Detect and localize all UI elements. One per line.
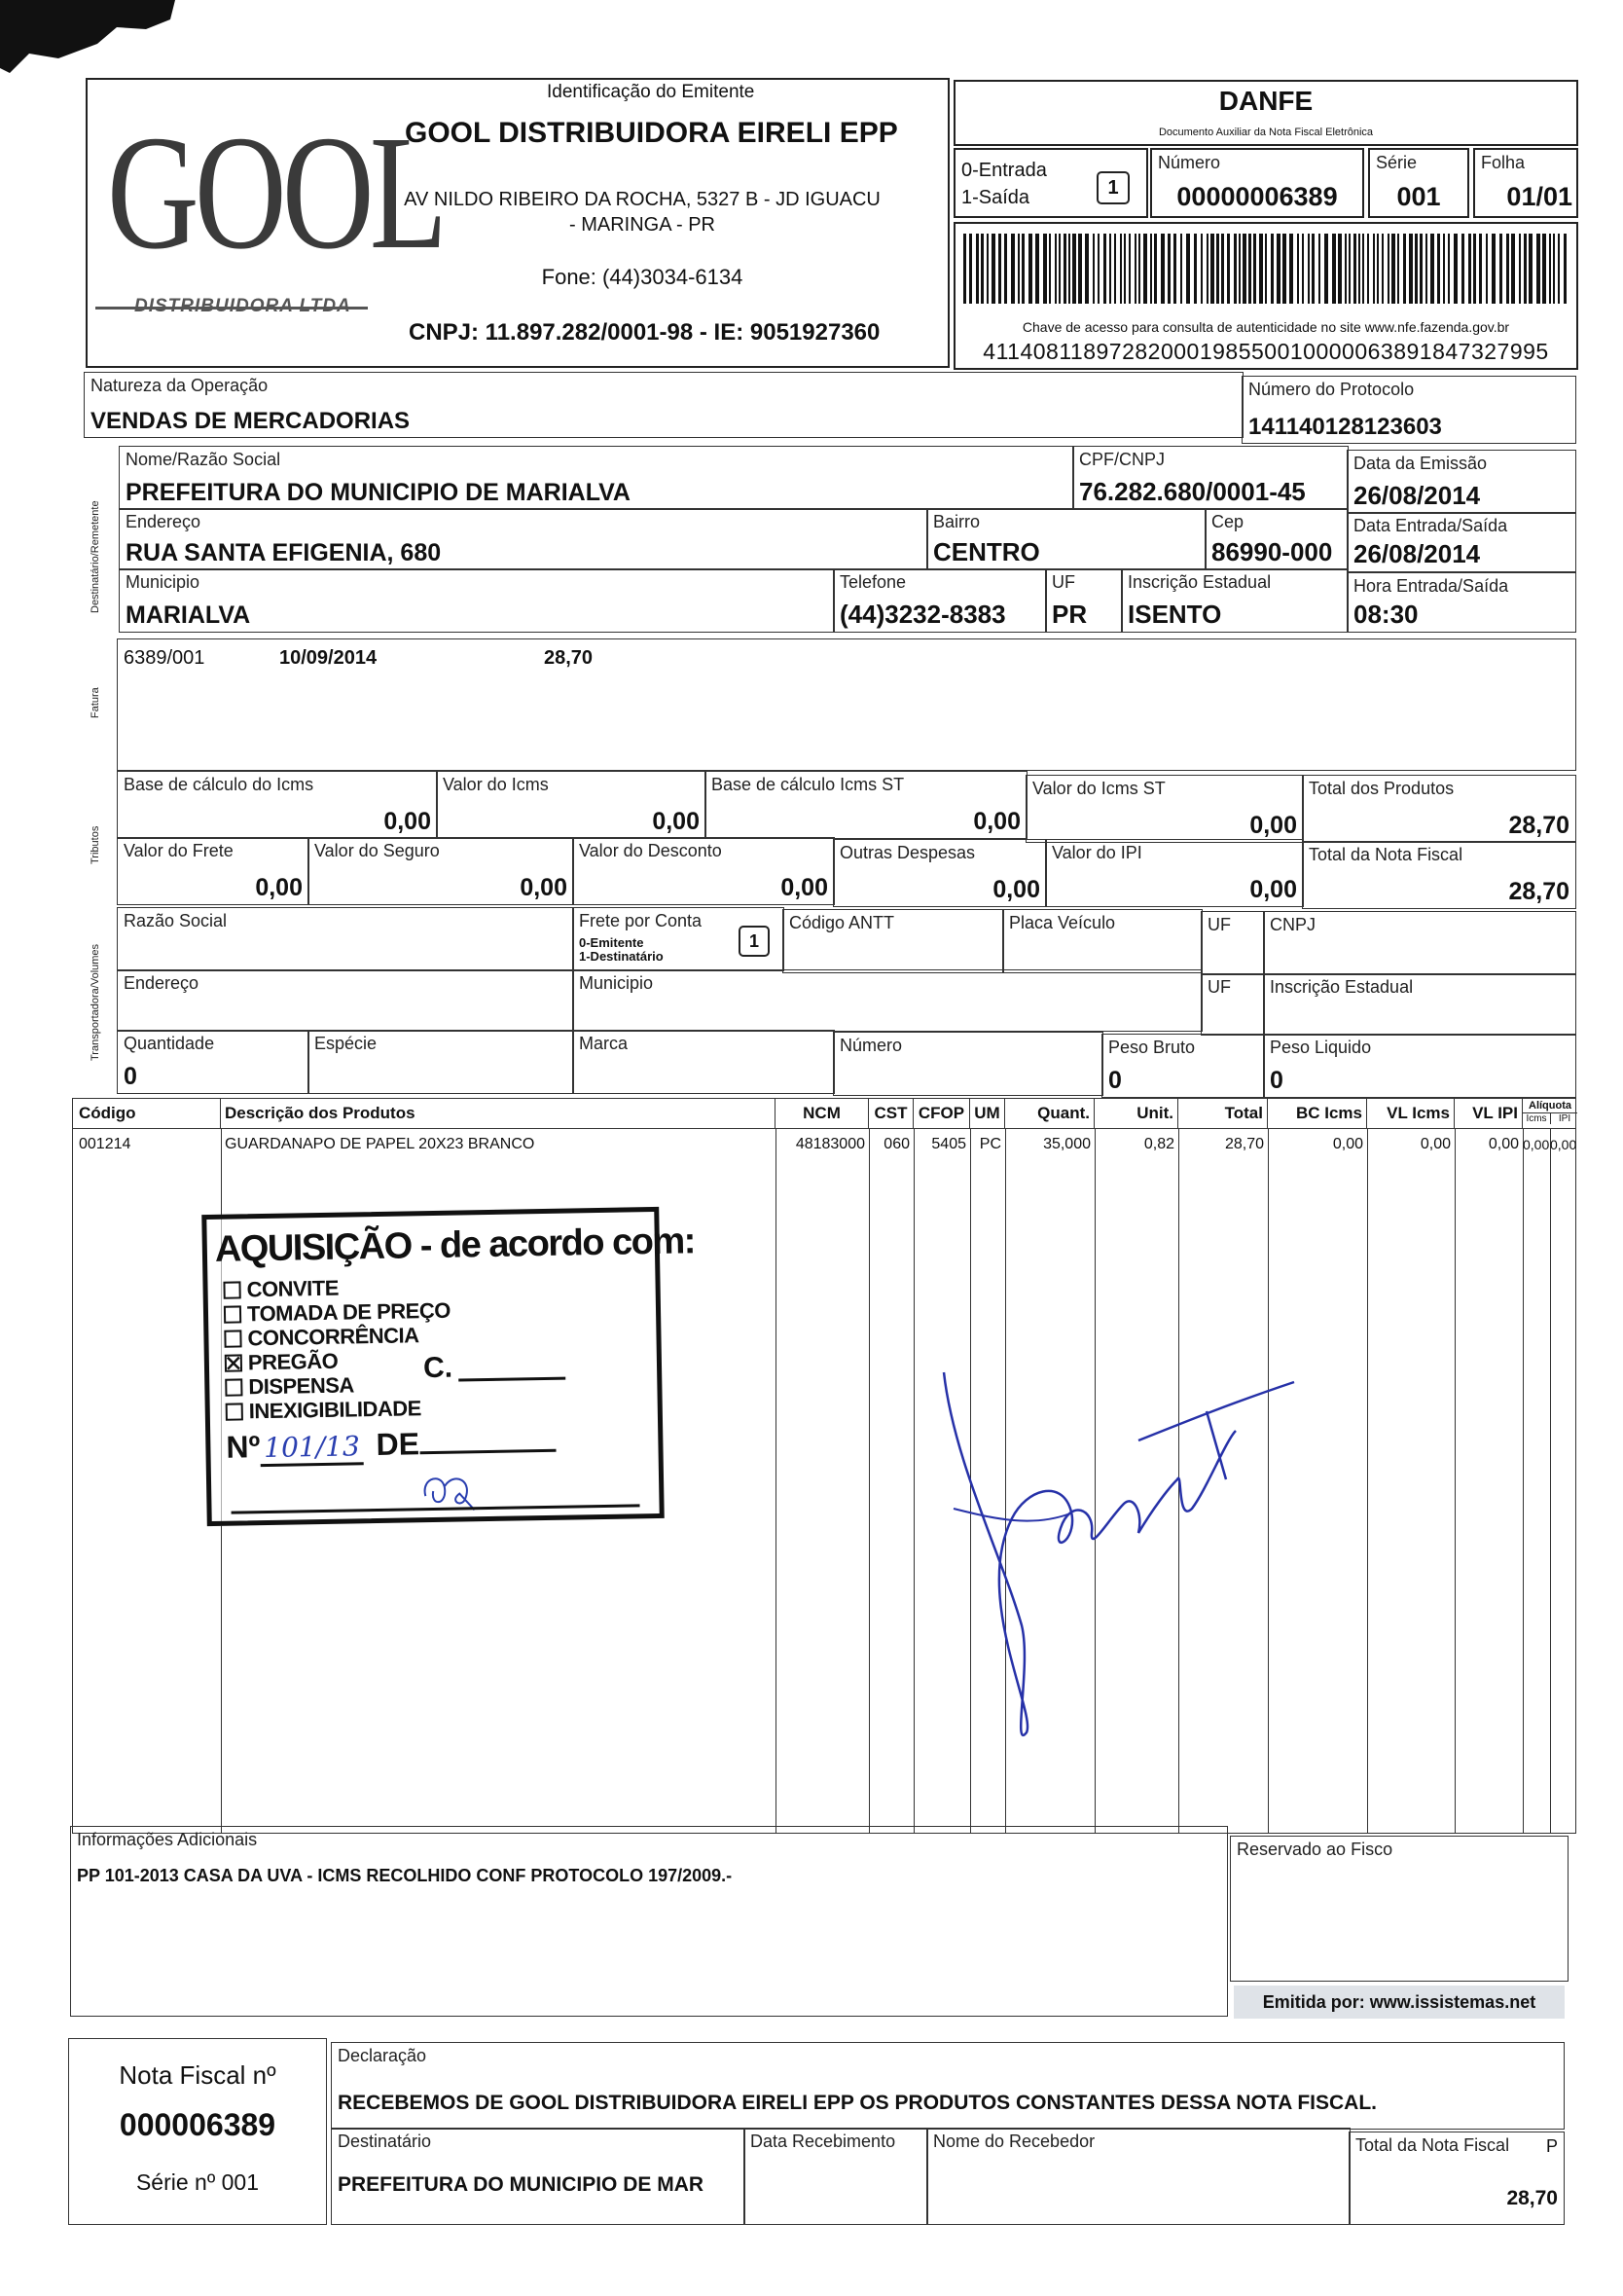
frete-opt0: 0-Emitente <box>579 935 644 950</box>
placa-label: Placa Veículo <box>1009 913 1116 932</box>
acquisition-stamp <box>201 1207 696 1526</box>
valor-st-box <box>1026 775 1304 843</box>
stamp-number-row <box>226 1424 556 1466</box>
info-text: PP 101-2013 CASA DA UVA - ICMS RECOLHIDO CONF PROTOCOLO 197/2009.- <box>77 1866 733 1885</box>
valor-icms-box <box>436 771 706 839</box>
type-value-box: 1 <box>1097 171 1130 204</box>
fatura-date: 10/09/2014 <box>279 647 378 669</box>
receipt-nf-label: Nota Fiscal nº <box>119 2060 276 2090</box>
company-phone: Fone: (44)3034-6134 <box>541 265 743 289</box>
row-ncm: 48183000 <box>795 1136 865 1152</box>
receipt-destinatario-box <box>331 2128 745 2225</box>
stamp-number-handwritten: 101/13 <box>260 1430 364 1467</box>
row-cfop: 5405 <box>931 1136 966 1152</box>
company-name: GOOL DISTRIBUIDORA EIRELI EPP <box>405 117 898 149</box>
antt-box <box>782 909 1004 973</box>
numero-label: Número <box>1158 153 1221 172</box>
col-um-header: UM <box>970 1099 1005 1128</box>
total-nota-label: Total da Nota Fiscal <box>1309 845 1463 864</box>
ipi-label: Valor do IPI <box>1052 843 1142 862</box>
transp-uf2-label: UF <box>1208 977 1231 997</box>
total-produtos-box <box>1302 775 1576 843</box>
data-recebimento-label: Data Recebimento <box>750 2132 896 2151</box>
natureza-label: Natureza da Operação <box>90 376 269 395</box>
danfe-title-box <box>954 80 1578 146</box>
endereco-value: RUA SANTA EFIGENIA, 680 <box>126 539 442 566</box>
row-unit: 0,82 <box>1143 1136 1174 1152</box>
transp-municipio-box <box>572 969 1203 1032</box>
access-key-value: 41140811897282000198550010000063891847327995 <box>983 339 1549 364</box>
frete-conta-label: Frete por Conta <box>579 911 703 930</box>
receipt-total-label: Total da Nota Fiscal <box>1355 2135 1510 2155</box>
peso-bruto-label: Peso Bruto <box>1108 1038 1196 1057</box>
transp-endereco-box <box>117 969 574 1032</box>
company-cnpj: CNPJ: 11.897.282/0001-98 - IE: 9051927360 <box>409 319 881 346</box>
protocolo-label: Número do Protocolo <box>1248 380 1415 399</box>
outras-value: 0,00 <box>992 876 1040 903</box>
declaracao-label: Declaração <box>338 2046 427 2065</box>
entrada-box <box>1347 512 1576 572</box>
endereco-box <box>119 508 928 570</box>
entrada-label: Data Entrada/Saída <box>1353 516 1508 535</box>
natureza-box <box>84 372 1244 438</box>
data-recebimento-box <box>743 2128 928 2225</box>
outras-box <box>833 839 1047 907</box>
aliquota-label: Alíquota <box>1523 1099 1577 1113</box>
entrada-value: 26/08/2014 <box>1353 539 1481 568</box>
ipi-value: 0,00 <box>1249 876 1297 903</box>
entry-exit-box <box>954 148 1148 218</box>
peso-bruto-box <box>1101 1034 1265 1098</box>
ie-box <box>1121 568 1349 633</box>
fatura-box <box>117 638 1576 771</box>
recipient-side-label: Destinatário/Remetente <box>90 500 101 613</box>
total-nota-value: 28,70 <box>1508 878 1569 905</box>
transp-uf2-box <box>1201 973 1265 1036</box>
marca-label: Marca <box>579 1034 629 1053</box>
municipio-value: MARIALVA <box>126 601 251 629</box>
desconto-value: 0,00 <box>780 874 828 901</box>
transp-numero-box <box>833 1032 1103 1096</box>
emitida-por: Emitida por: www.issistemas.net <box>1234 1986 1565 2019</box>
nome-value: PREFEITURA DO MUNICIPIO DE MARIALVA <box>126 479 631 506</box>
quantidade-box <box>117 1030 309 1094</box>
stamp-title: AQUISIÇÃO - de acordo com: <box>214 1221 696 1270</box>
emissao-label: Data da Emissão <box>1353 454 1488 473</box>
info-label: Informações Adicionais <box>77 1830 258 1849</box>
col-bc-icms-header: BC Icms <box>1268 1099 1367 1128</box>
hora-label: Hora Entrada/Saída <box>1353 576 1509 596</box>
cpf-label: CPF/CNPJ <box>1079 450 1166 469</box>
frete-label: Valor do Frete <box>124 841 234 860</box>
quantidade-value: 0 <box>124 1063 137 1090</box>
bairro-label: Bairro <box>933 512 981 531</box>
col-unit-header: Unit. <box>1095 1099 1178 1128</box>
transp-ie-box <box>1263 973 1576 1036</box>
col-cfop-header: CFOP <box>914 1099 970 1128</box>
company-logo <box>95 102 444 352</box>
aliq-icms-header: Icms <box>1526 1113 1547 1124</box>
stamp-option-4: DISPENSA <box>225 1371 451 1400</box>
table-row <box>73 1130 1575 1159</box>
stamp-option-2: CONCORRÊNCIA <box>224 1323 451 1351</box>
reservado-box <box>1230 1836 1569 1982</box>
emissao-box <box>1347 450 1576 514</box>
logo-text: GOOL <box>107 102 444 283</box>
serie-value: 001 <box>1396 182 1441 211</box>
protocolo-value: 141140128123603 <box>1248 414 1442 440</box>
col-total-header: Total <box>1178 1099 1268 1128</box>
uf-value: PR <box>1052 600 1088 629</box>
especie-label: Espécie <box>314 1034 378 1053</box>
hora-box <box>1347 572 1576 633</box>
bairro-value: CENTRO <box>933 537 1040 566</box>
frete-value-box: 1 <box>739 926 770 957</box>
transp-razao-label: Razão Social <box>124 911 228 930</box>
receipt-declaracao-box <box>331 2042 1565 2130</box>
transp-uf-label: UF <box>1208 915 1231 934</box>
total-produtos-value: 28,70 <box>1508 812 1569 839</box>
frete-value: 0,00 <box>255 874 303 901</box>
placa-box <box>1002 909 1203 973</box>
stamp-option-5: INEXIGIBILIDADE <box>226 1396 452 1424</box>
nome-box <box>119 446 1074 510</box>
receipt-destinatario-label: Destinatário <box>338 2132 432 2151</box>
seguro-box <box>307 837 574 905</box>
row-total: 28,70 <box>1224 1136 1264 1152</box>
stamp-c-label: C. <box>422 1351 453 1385</box>
antt-label: Código ANTT <box>789 913 895 932</box>
reservado-label: Reservado ao Fisco <box>1237 1840 1393 1859</box>
serie-box <box>1368 148 1469 218</box>
valor-st-value: 0,00 <box>1249 812 1297 839</box>
row-um: PC <box>979 1136 1001 1152</box>
municipio-box <box>119 568 835 633</box>
barcode <box>963 234 1569 304</box>
transp-municipio-label: Municipio <box>579 973 654 993</box>
cpf-value: 76.282.680/0001-45 <box>1079 477 1306 506</box>
handwritten-signature <box>915 1343 1304 1752</box>
info-box <box>70 1826 1228 2017</box>
valor-st-label: Valor do Icms ST <box>1032 779 1166 798</box>
col-ncm-header: NCM <box>775 1099 869 1128</box>
total-nota-box <box>1302 841 1576 909</box>
valor-icms-value: 0,00 <box>652 808 700 835</box>
nome-recebedor-box <box>926 2128 1351 2225</box>
row-vl-ipi: 0,00 <box>1488 1136 1519 1152</box>
folha-label: Folha <box>1481 153 1526 172</box>
base-st-value: 0,00 <box>973 808 1021 835</box>
numero-value: 00000006389 <box>1176 182 1338 211</box>
row-cst: 060 <box>884 1136 910 1152</box>
emissao-value: 26/08/2014 <box>1353 481 1481 510</box>
endereco-label: Endereço <box>126 512 201 531</box>
transp-cnpj-label: CNPJ <box>1270 915 1316 934</box>
peso-bruto-value: 0 <box>1108 1067 1122 1094</box>
peso-liquido-label: Peso Liquido <box>1270 1038 1372 1057</box>
col-vl-icms-header: VL Icms <box>1367 1099 1455 1128</box>
row-descricao: GUARDANAPO DE PAPEL 20X23 BRANCO <box>225 1136 535 1152</box>
company-address-1: AV NILDO RIBEIRO DA ROCHA, 5327 B - JD IGUACU <box>404 189 881 210</box>
transport-side-label: Transportadora/Volumes <box>90 943 101 1061</box>
danfe-subtitle: Documento Auxiliar da Nota Fiscal Eletrônica <box>1158 127 1374 138</box>
col-codigo-header: Código <box>73 1099 221 1128</box>
seguro-label: Valor do Seguro <box>314 841 440 860</box>
valor-icms-label: Valor do Icms <box>443 775 549 794</box>
cpf-box <box>1072 446 1349 510</box>
peso-liquido-box <box>1263 1034 1576 1098</box>
telefone-box <box>833 568 1047 633</box>
receipt-destinatario-value: PREFEITURA DO MUNICIPIO DE MAR <box>338 2173 704 2196</box>
nome-label: Nome/Razão Social <box>126 450 281 469</box>
receipt-nf-value: 000006389 <box>119 2107 276 2142</box>
col-vl-ipi-header: VL IPI <box>1455 1099 1523 1128</box>
transp-ie-label: Inscrição Estadual <box>1270 977 1414 997</box>
ie-label: Inscrição Estadual <box>1128 572 1272 592</box>
folha-value: 01/01 <box>1506 182 1572 211</box>
stamp-option-3: PREGÃO <box>225 1347 451 1375</box>
frete-opt1: 1-Destinatário <box>579 949 664 964</box>
telefone-label: Telefone <box>840 572 907 592</box>
receipt-nf-box <box>68 2038 327 2225</box>
hora-value: 08:30 <box>1353 600 1419 629</box>
protocolo-box <box>1242 376 1576 444</box>
logo-underline <box>95 307 368 310</box>
especie-box <box>307 1030 574 1094</box>
receipt-serie: Série nº 001 <box>135 2169 260 2195</box>
base-icms-value: 0,00 <box>383 808 431 835</box>
transp-numero-label: Número <box>840 1036 903 1055</box>
natureza-value: VENDAS DE MERCADORIAS <box>90 408 411 434</box>
access-key-label: Chave de acesso para consulta de autenticidade no site www.nfe.fazenda.gov.br <box>1022 319 1510 335</box>
receipt-total-extra: P <box>1545 2136 1558 2156</box>
ipi-box <box>1045 839 1304 907</box>
cep-value: 86990-000 <box>1211 537 1333 566</box>
transp-uf-box <box>1201 911 1265 975</box>
exit-label: 1-Saída <box>961 187 1030 208</box>
total-produtos-label: Total dos Produtos <box>1309 779 1455 798</box>
tributos-side-label: Tributos <box>90 825 101 864</box>
uf-label: UF <box>1052 572 1075 592</box>
cep-box <box>1205 508 1349 570</box>
quantidade-label: Quantidade <box>124 1034 215 1053</box>
receipt-total-box <box>1349 2132 1565 2225</box>
row-vl-icms: 0,00 <box>1420 1136 1451 1152</box>
fatura-side-label: Fatura <box>90 687 101 718</box>
numero-box <box>1150 148 1364 218</box>
row-quant: 35,000 <box>1043 1136 1091 1152</box>
desconto-label: Valor do Desconto <box>579 841 722 860</box>
col-cst-header: CST <box>869 1099 914 1128</box>
stamp-option-1: TOMADA DE PREÇO <box>224 1298 451 1327</box>
outras-label: Outras Despesas <box>840 843 976 862</box>
emitter-section-label: Identificação do Emitente <box>547 82 755 102</box>
peso-liquido-value: 0 <box>1270 1067 1283 1094</box>
serie-label: Série <box>1376 153 1418 172</box>
municipio-label: Municipio <box>126 572 200 592</box>
telefone-value: (44)3232-8383 <box>840 600 1006 629</box>
row-bc-icms: 0,00 <box>1332 1136 1363 1152</box>
products-header-row <box>73 1099 1575 1129</box>
base-st-label: Base de cálculo Icms ST <box>711 775 905 794</box>
fatura-doc: 6389/001 <box>124 647 205 669</box>
aliq-ipi-header: IPI <box>1550 1113 1578 1124</box>
transp-razao-box <box>117 907 574 971</box>
cep-label: Cep <box>1211 512 1244 531</box>
stamp-c-line <box>458 1377 565 1382</box>
nome-recebedor-label: Nome do Recebedor <box>933 2132 1096 2151</box>
base-icms-label: Base de cálculo do Icms <box>124 775 314 794</box>
access-key-box <box>954 222 1578 370</box>
bairro-box <box>926 508 1207 570</box>
col-aliquota-header <box>1523 1099 1577 1128</box>
col-quant-header: Quant. <box>1005 1099 1095 1128</box>
row-aliq-icms: 0,00 <box>1523 1137 1550 1152</box>
fatura-amount: 28,70 <box>544 647 594 669</box>
uf-box <box>1045 568 1123 633</box>
transp-cnpj-box <box>1263 911 1576 975</box>
declaracao-text: RECEBEMOS DE GOOL DISTRIBUIDORA EIRELI EPP OS PRODUTOS CONSTANTES DESSA NOTA FISCAL. <box>338 2092 1377 2114</box>
emitter-box <box>86 78 950 368</box>
row-aliq-ipi: 0,00 <box>1550 1137 1577 1152</box>
entry-label: 0-Entrada <box>961 160 1047 181</box>
stamp-options <box>223 1274 451 1424</box>
danfe-title: DANFE <box>1218 86 1314 116</box>
seguro-value: 0,00 <box>520 874 567 901</box>
folha-box <box>1473 148 1578 218</box>
scan-corner-artifact <box>0 0 195 78</box>
stamp-option-0: CONVITE <box>223 1274 450 1302</box>
desconto-box <box>572 837 835 905</box>
base-st-box <box>704 771 1028 839</box>
frete-box <box>117 837 309 905</box>
row-codigo: 001214 <box>79 1136 131 1152</box>
receipt-total-value: 28,70 <box>1506 2187 1558 2209</box>
col-descricao-header: Descrição dos Produtos <box>221 1099 775 1128</box>
stamp-number-prefix: Nº <box>226 1429 261 1465</box>
transp-endereco-label: Endereço <box>124 973 199 993</box>
stamp-de-label: DE <box>376 1426 420 1463</box>
frete-conta-box <box>572 907 784 971</box>
base-icms-box <box>117 771 438 839</box>
ie-value: ISENTO <box>1128 600 1222 629</box>
company-address-2: - MARINGA - PR <box>568 214 715 236</box>
marca-box <box>572 1030 835 1094</box>
